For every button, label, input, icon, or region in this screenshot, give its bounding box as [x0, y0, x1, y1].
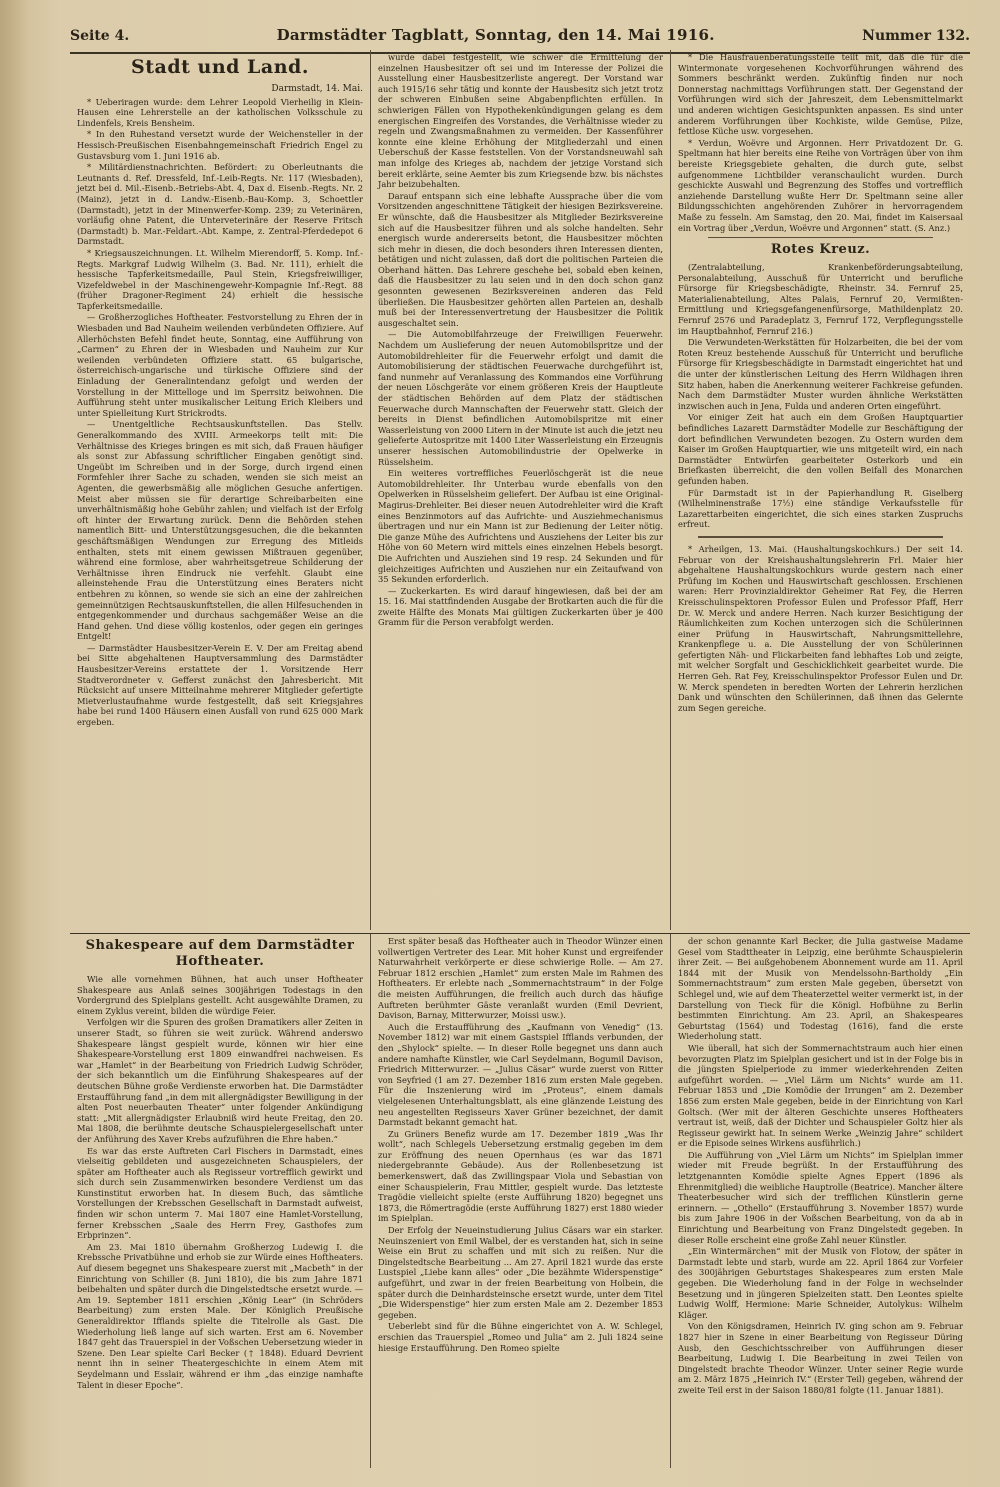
article-paragraph: Der Erfolg der Neueinstudierung Julius Cäsars war ein starker. Neuinszeniert von Emil Walbel, der es verstanden hat, sich in seine Weise ein Brut zu schaffen und mit sich zu reißen. Nur die Dingelstedtsche Bearbeitung ... Am 27. April 1821 wurde das erste Lustspiel „Liebe kann alles“ oder „Die bezähmte Widerspenstige“ aufgeführt, und zwar in der freien Bearbeitung von Holbein, die später durch die Deinhardsteinsche ersetzt wurde, unter dem Titel „Die Widerspenstige“ hier zum ersten Male am 2. Dezember 1853 gegeben.	[378, 1225, 663, 1320]
article-paragraph: Ueberlebt sind für die Bühne eingerichtet von A. W. Schlegel, erschien das Trauerspiel „Romeo und Julia“ am 2. Juli 1824 seine hiesige Erstaufführung. Den Romeo spielte	[378, 1321, 663, 1353]
article-paragraph: wurde dabei festgestellt, wie schwer die Ermittelung der einzelnen Hausbesitzer oft sei und im Interesse der Polizei die Ausstellung einer Hausbesitzerliste angeregt. Der Vorstand war auch 1915/16 sehr tätig und konnte der Hausbesitz sich jetzt trotz der schweren Einbußen seine Abgabenpflichten erfüllen. In schwierigen Fällen von Hypothekenkündigungen gelang es dem energischen Eingreifen des Vorstandes, die Verhältnisse wieder zu regeln und Zwangsmaßnahmen zu vermeiden. Der Kassenführer konnte eine kleine Erhöhung der Mitgliederzahl und einen Ueberschuß der Kasse feststellen. Von der Vorstandsneuwahl sah man infolge des Krieges ab, nachdem der jetzige Vorstand sich bereit erklärte, seine Aemter bis zum Kriegsende bzw. bis nächstes Jahr beizubehalten.	[378, 52, 663, 190]
column-right	[670, 50, 970, 930]
article-paragraph: * Die Hausfrauenberatungsstelle teilt mit, daß die für die Wintermonate vorgesehenen Kochvorführungen während des Sommers beschränkt werden. Zukünftig finden nur noch Donnerstag nachmittags Vorführungen statt. Der Gegenstand der Vorführungen wird sich der Jahreszeit, dem Lebensmittelmarkt und anderen wichtigen Gesichtspunkten anpassen. Es sind unter anderem Vorführungen über Kochkiste, wilde Gemüse, Pilze, fettlose Küche usw. vorgesehen.	[678, 52, 963, 137]
article-paragraph: * In den Ruhestand versetzt wurde der Weichensteller in der Hessisch-Preußischen Eisenbahngemeinschaft Friedrich Engel zu Gustavsburg vom 1. Juni 1916 ab.	[77, 129, 363, 161]
article-paragraph: Zu Grüners Benefiz wurde am 17. Dezember 1819 „Was Ihr wollt“, nach Schlegels Uebersetzung erstmalig gegeben im dem zur Eröffnung des neuen Opernhaus (es war das 1871 niedergebrannte Gebäude). Aus der Rollenbesetzung ist bemerkenswert, daß das Zwillingspaar Viola und Sebastian von einer Schauspielerin, Frau Mittler, gespielt wurde. Das letzteste Tragödie vielleicht spielte (erste Aufführung 1820) begegnet uns 1873, die Römertragödie (erste Aufführung 1827) erst 1880 wieder im Spielplan.	[378, 1128, 663, 1224]
divider	[708, 237, 933, 238]
article-paragraph: Darauf entspann sich eine lebhafte Aussprache über die vom Vorsitzenden angeschnittene Tätigkeit der hiesigen Bezirksvereine. Er wünschte, daß die Hausbesitzer als Mitglieder Bezirksvereine sich auf die Hausbesitzer führen und als solche handelten. Sehr energisch wurde andererseits betont, die Hausbesitzer möchten sich mehr in diesen, die doch besonders ihren Interessen dienten, betätigen und nicht zulassen, daß dort die politischen Parteien die Oberhand hätten. Das Lehrere geschehe bei, sobald eben keinen, daß die Hausbesitzer zu lau seien und in den doch schon ganz gesonnten gewesenen Bezirksvereinen anderen das Feld überließen. Die Hausbesitzer gehörten allen Parteien an, deshalb muß bei der Interessenvertretung der Hausbesitzer die Politik ausgeschaltet sein.	[378, 190, 663, 328]
column-middle	[370, 50, 670, 930]
column-shakespeare-1	[70, 934, 370, 1468]
article-paragraph: Für Darmstadt ist in der Papierhandlung R. Giselberg (Wilhelminenstraße 17½) eine ständige Verkaufsstelle für Lazarettarbeiten eingerichtet, die sich eines starken Zuspruchs erfreut.	[678, 487, 963, 530]
upper-section	[70, 50, 970, 930]
article-paragraph: Die Verwundeten-Werkstätten für Holzarbeiten, die bei der vom Roten Kreuz bestehende Ausschuß für Unterricht und berufliche Fürsorge für Kriegsbeschädigte in Darmstadt eingerichtet hat und die unter der künstlerischen Leitung des Herrn Wildhagen ihren Sitz haben, haben die Anerkennung weiterer Fachkreise gefunden. Nach dem Darmstädter Muster wurden ähnliche Werkstätten inzwischen auch in Jena, Fulda und anderen Orten eingeführt.	[678, 337, 963, 411]
lower-section-shakespeare	[70, 933, 970, 1468]
article-paragraph: Von den Königsdramen, Heinrich IV. ging schon am 9. Februar 1827 hier in Szene in einer Bearbeitung von Regisseur Düring Ausb, den Geschichtsschreiber von Aufführungen dieser Bearbeitung, Ludwig I. Die Bearbeitung in zwei Teilen von Dingelstedt brachte Theodor Wünzer. Unter seiner Regie wurde am 2. März 1875 „Heinrich IV.“ (Erster Teil) gegeben, während der zweite Teil erst in der Saison 1880/81 folgte (11. Januar 1881).	[678, 1321, 963, 1395]
article-paragraph: — Großherzogliches Hoftheater. Festvorstellung zu Ehren der in Wiesbaden und Bad Nauheim weilenden verbündeten Offiziere. Auf Allerhöchsten Befehl findet heute, Sonntag, eine Aufführung von „Carmen“ zu Ehren der in Wiesbaden und Nauheim zur Kur weilenden verbündeten Offiziere statt. 65 bulgarische, österreichisch-ungarische und türkische Offiziere sind der Einladung der Generalintendanz gefolgt und werden der Vorstellung in der Mittelloge und im Sperrsitz beiwohnen. Die Aufführung steht unter musikalischer Leitung Erich Kleibers und unter Spielleitung Kurt Strickrodts.	[77, 312, 363, 418]
article-paragraph: Ein weiteres vortreffliches Feuerlöschgerät ist die neue Automobildrehleiter. Ihr Unterbau wurde ebenfalls von den Opelwerken in Rüsselsheim geliefert. Der Aufbau ist eine Original-Magirus-Drehleiter. Bei dieser neuen Autodrehleiter wird die Kraft eines Benzinmotors auf das Aufrichte- und Ausziehmechanismus übertragen und nur ein Mann ist zur Bedienung der Leiter nötig. Die ganze Mühe des Aufrichtens und Ausziehens der Leiter bis zur Höhe von 60 Metern wird mittels eines einzelnen Hebels besorgt. Die Aufrichten und Ausziehen sind 19 resp. 24 Sekunden und für gleichzeitiges Aufrichten und Ausziehen nur ein Zeitaufwand von 35 Sekunden erforderlich.	[378, 468, 663, 585]
article-paragraph: — Unentgeltliche Rechtsauskunftstellen. Das Stellv. Generalkommando des XVIII. Armeekorps teilt mit: Die Verhältnisse des Krieges bringen es mit sich, daß Frauen häufiger als sonst zur Abfassung schriftlicher Eingaben genötigt sind. Ungeübt im Schreiben und in der Sorge, durch irgend einen Formfehler ihrer Sache zu schaden, wenden sie sich meist an Agenten, die gewerbsmäßig alle möglichen Gesuche anfertigen. Meist aber müssen sie für derartige Schreibarbeiten eine unverhältnismäßig hohe Gebühr zahlen; und vielfach ist der Erfolg oft hinter der Erwartung zurück. Denn die Behörden stehen namentlich Bitt- und Unterstützungsgesuchen, die die bekannten geschäftsmäßigen Wendungen zur Erregung des Mitleids enthalten, stets mit einem gewissen Mißtrauen gegenüber, während eine formlose, aber wahrheitsgetreue Schilderung der Verhältnisse ihren Eindruck nie verfehlt. Glaubt eine alleinstehende Frau die Unterstützung eines Beraters nicht entbehren zu können, so wende sie sich an eine der zahlreichen gemeinnützigen Rechtsauskunftstellen, die allen Hilfesuchenden in entgegenkommender und durchaus sachgemäßer Weise an die Hand gehen. Und diese völlig kostenlos, oder gegen ein geringes Entgelt!	[77, 419, 363, 642]
issue-number: Nummer 132.	[862, 28, 970, 44]
page-number: Seite 4.	[70, 28, 130, 44]
article-paragraph: — Darmstädter Hausbesitzer-Verein E. V. Der am Freitag abend bei Sitte abgehaltenen Hauptversammlung des Darmstädter Hausbesitzer-Vereins erstattete der 1. Vorsitzende Herr Stadtverordneter v. Gefferst zunächst den Jahresbericht. Mit Rücksicht auf unsere Mitteilnahme mehrerer Mitglieder gefertigte Mietverlustaufnahme wurde festgestellt, daß seit Kriegsjahres habe bei rund 1400 Häusern einen Ausfall von rund 625 000 Mark ergeben.	[77, 642, 363, 728]
article-paragraph: * Ueberiragen wurde: dem Lehrer Leopold Vierheilig in Klein-Hausen eine Lehrerstelle an der katholischen Volksschule zu Lindenfels, Kreis Bensheim.	[77, 96, 363, 128]
article-paragraph: Verfolgen wir die Spuren des großen Dramatikers aller Zeiten in unserer Stadt, so führen sie weit zurück. Während anderswo Shakespeare längst gespielt wurde, können wir hier eine Shakespeare-Vorstellung erst 1809 einwandfrei nachweisen. Es war „Hamlet“ in der Bearbeitung von Friedrich Ludwig Schröder, der sich bekanntlich um die Einführung Shakespeares auf der deutschen Bühne große Verdienste erworben hat. Die Darmstädter Erstaufführung fand „in dem mit allergnädigster Bewilligung in der alten Post neuerbauten Theater“ unter folgender Ankündigung statt: „Mit allergnädigster Erlaubniß wird heute Freitag, den 20. Mai 1808, die berühmte deutsche Schauspielergesellschaft unter der Anführung des Xaver Krebs aufzuführen die Ehre haben.“	[77, 1017, 363, 1144]
article-paragraph: Wie überall, hat sich der Sommernachtstraum auch hier einen bevorzugten Platz im Spielplan gesichert und ist in der Folge bis in die jüngsten Spielperiode zu immer wiederkehrenden Zeiten aufgeführt worden. — „Viel Lärm um Nichts“ wurde am 11. Februar 1853 und „Die Komödie der Irrungen“ am 2. Dezember 1856 zum ersten Male gegeben, beide in der Einrichtung von Karl Goltsch. (Wer mit der älteren Geschichte unseres Hoftheaters vertraut ist, weiß, daß der Dichter und Schauspieler Goltz hier als Regisseur gewirkt hat. In seinem Werke „Weinzig Jahre“ schildert er die Episode seines Wirkens ausführlich.)	[678, 1042, 963, 1149]
column-shakespeare-3	[670, 934, 970, 1468]
article-paragraph: „Ein Wintermärchen“ mit der Musik von Flotow, der später in Darmstadt lebte und starb, wurde am 22. April 1864 zur Vorfeier des 300jährigen Geburtstages Shakespeares zum ersten Male gegeben. Die Wiederholung fand in der Folge in wechselnder Besetzung und in jüngeren Spielzeiten statt. Den Leontes spielte Ludwig Wolff, Hermione: Marie Schneider, Autolykus: Wilhelm Kläger.	[678, 1246, 963, 1320]
article-paragraph: der schon genannte Karl Becker, die Julia gastweise Madame Gesel vom Stadttheater in Leipzig, eine berühmte Schauspielerin ihrer Zeit. — Bei außgehobenem Abonnement wurde am 11. April 1844 mit der Musik von Mendelssohn-Bartholdy „Ein Sommernachtstraum“ zum ersten Male gegeben, übersetzt von Schlegel und, wie auf dem Theaterzettel weiter vermerkt ist, in der Darstellung von Tieck für die Königl. Hofbühne zu Berlin bestimmten Einrichtung. Am 23. April, an Shakespeares Geburtstag (1564) und Todestag (1616), fand die erste Wiederholung statt.	[678, 936, 963, 1042]
article-paragraph: Die Aufführung von „Viel Lärm um Nichts“ im Spielplan immer wieder mit Freude begrüßt. In der Erstaufführung des letztgenannten Komödie spielte Agnes Eppert (1896 als Ehrenmitglied) die weibliche Hauptrolle (Beatrice). Mancher ältere Theaterbesucher wird sich der trefflichen Künstlerin gerne erinnern. — „Othello“ (Erstaufführung 3. November 1857) wurde bis zum Jahre 1906 in der Voßschen Bearbeitung, von da ab in Einrichtung und Bearbeitung von Franz Dingelstedt gegeben. In dieser Rolle erscheint eine große Zahl neuer Künstler.	[678, 1149, 963, 1245]
section-title-red-cross: Rotes Kreuz.	[770, 242, 871, 258]
section-title-city: Stadt und Land.	[131, 56, 309, 78]
article-paragraph: Am 23. Mai 1810 übernahm Großherzog Ludewig I. die Krebssche Privatbühne und erhob sie zur Würde eines Hoftheaters. Auf diesem begegnet uns Shakespeare zuerst mit „Macbeth“ in der Einrichtung von Schiller (8. Juni 1810), die bis zum Jahre 1871 beibehalten und später durch die Dingelstedtsche ersetzt wurde. — Am 19. September 1811 erschien „König Lear“ (in Schröders Bearbeitung) zum ersten Male. Der Königlich Preußische Generaldirektor Ifflands spielte die Titelrolle als Gast. Die Wiederholung ließ lange auf sich warten. Erst am 6. November 1847 geht das Trauerspiel in der Voßschen Uebersetzung wieder in Szene. Den Lear spielte Carl Becker († 1848). Eduard Devrient nennt ihn in seiner Theatergeschichte in einem Atem mit Seydelmann und Esslair, während er ihm „das einzige namhafte Talent in dieser Epoche“.	[77, 1241, 363, 1390]
article-paragraph: * Militärdienstnachrichten. Befördert: zu Oberleutnants die Leutnants d. Ref. Dressfeld, Inf.-Leib-Regts. Nr. 117 (Wiesbaden), jetzt bei d. Mil.-Eisenb.-Betriebs-Abt. 4, Dax d. Eisenb.-Regts. Nr. 2 (Mainz), jetzt in d. Landw.-Eisenb.-Bau-Komp. 3, Schoettler (Darmstadt), jetzt in der Minenwerfer-Komp. 239; zu Veterinären, vorläufig ohne Patent, die Unterveterinäre der Reserve Fritsch (Darmstadt) b. Mar.-Feldart.-Abt. Kampe, z. Zentral-Pferdedepot 6 Darmstadt.	[77, 162, 363, 247]
dateline: Darmstadt, 14. Mai.	[271, 84, 363, 94]
article-paragraph: (Zentralabteilung, Krankenbeförderungsabteilung, Personalabteilung, Ausschuß für Unterricht und berufliche Fürsorge für Kriegsbeschädigte, Rheinstr. 34. Fernruf 25, Materialienabteilung, Altes Palais, Fernruf 20, Vermißten-Ermittlung und Kriegsgefangenenfürsorge, Mathildenplatz 20. Fernruf 2576 und Paradeplatz 3, Fernruf 172, Verpflegungsstelle im Hauptbahnhof, Fernruf 216.)	[678, 262, 963, 336]
article-paragraph: Auch die Erstaufführung des „Kaufmann von Venedig“ (13. November 1812) war mit einem Gastspiel Ifflands verbunden, der den „Shylock“ spielte. — In dieser Rolle begegnet uns dann auch andere namhafte Künstler, wie Carl Seydelmann, Bogumil Davison, Friedrich Mitterwurzer. — „Julius Cäsar“ wurde zuerst von Ritter von Seyfried (1 am 27. Dezember 1816 zum ersten Male gegeben. Für die Inszenierung wird im „Proteus“, einem damals vielgelesenen Unterhaltungsblatt, als eine glänzende Leistung des neu angestellten Regisseurs Xaver Grüner bezeichnet, der damit Darmstadt bekannt gemacht hat.	[378, 1021, 663, 1128]
article-paragraph: Es war das erste Auftreten Carl Fischers in Darmstadt, eines vielseitig gebildeten und ausgezeichneten Schauspielers, der später am Hoftheater auch als Regisseur vortrefflich gewirkt und sich durch sein Zusammenwirken besondere Verdienst um das Kunstinstitut erworben hat. In diesem Buch, das sämtliche Vorstellungen der Krebsschen Gesellschaft in Darmstadt aufweist, finden wir schon unterm 7. Mai 1807 eine Hamlet-Vorstellung, ferner Krebsschen „Saale des Herrn Frey, Gasthofes zum Erbprinzen“.	[77, 1145, 363, 1241]
column-city-news	[70, 50, 370, 930]
divider	[698, 536, 943, 538]
column-shakespeare-2	[370, 934, 670, 1468]
article-paragraph: Wie alle vornehmen Bühnen, hat auch unser Hoftheater Shakespeare aus Anlaß seines 300jährigen Todestags in den Vordergrund des Spielplans gestellt. Acht ausgewählte Dramen, zu einem Zyklus vereint, bilden die würdige Feier.	[77, 974, 363, 1016]
article-paragraph: * Arheilgen, 13. Mai. (Haushaltungskochkurs.) Der seit 14. Februar von der Kreishaushaltungslehrerin Frl. Maier hier abgehaltene Haushaltungskochkurs wurde gestern nach einer Prüfung im Kochen und Hauswirtschaft geschlossen. Erschienen waren: Herr Provinzialdirektor Geheimer Rat Fey, die Herren Kreisschulinspektoren Professor Eulen und Professor Pfaff, Herr Dr. W. Merck und andere Herren. Nach kurzer Besichtigung der Räumlichkeiten zum Kochen unterzogen sich die Schülerinnen einer Prüfung in Hauswirtschaft, Nahrungsmittellehre, Krankenpflege u. a. Die Ausstellung der von Schülerinnen gefertigten Näh- und Flickarbeiten fand lebhaftes Lob und zeigte, mit welcher Sorgfalt und Geschicklichkeit gearbeitet wurde. Die Herren Geh. Rat Fey, Kreisschulinspektor Professor Eulen und Dr. W. Merck spendeten in beredten Worten der Lehrerin herzlichen Dank und wünschten den Schülerinnen, daß ihnen das Gelernte zum Segen gereiche.	[678, 543, 963, 713]
article-paragraph: * Kriegsauszeichnungen. Lt. Wilhelm Mierendorff, 5. Komp. Inf.-Regts. Markgraf Ludwig Wilhelm (3. Bad. Nr. 111), erhielt die hessische Tapferkeitsmedaille, Paul Stein, Kriegsfreiwilliger, Vizefeldwebel in der Maschinengewehr-Kompagnie Inf.-Regt. 88 (früher Dragoner-Regiment 24) erhielt die hessische Tapferkeitsmedaille.	[77, 247, 363, 311]
article-paragraph: * Verdun, Woëvre und Argonnen. Herr Privatdozent Dr. G. Speltmann hat hier bereits eine Reihe von Vorträgen über von ihm bereiste Kriegsgebiete gehalten, die durch gute, selbst aufgenommene Lichtbilder veranschaulicht wurden. Durch geschickte Auswahl und Begrenzung des Stoffes und vortrefflich anziehende Darstellung wußte Herr Dr. Speltmann seine aller Bildungsschichten angehörenden Zuhörer in hervorragendem Maße zu fesseln. Am Samstag, den 20. Mai, findet im Kaisersaal ein Vortrag über „Verdun, Woëvre und Argonnen“ statt. (S. Anz.)	[678, 137, 963, 233]
section-title-shakespeare: Shakespeare auf dem Darmstädter Hoftheater.	[85, 938, 355, 969]
article-paragraph: — Die Automobilfahrzeuge der Freiwilligen Feuerwehr. Nachdem um Auslieferung der neuen Automobilspritze und der Automobildrehleiter für die Feuerwehr erfolgt und damit die Automobilisierung der städtischen Feuerwache durchgeführt ist, fand nunmehr auf Veranlassung des Kommandos eine Vorführung der neuen Löschgeräte vor einem größeren Kreis der Hauptleute der städtischen Behörden auf dem Platz der städtischen Feuerwache durch Mannschaften der Feuerwehr statt. Gleich der bereits in Dienst befindlichen Automobilspritze mit einer Wasserleistung von 2000 Litern in der Minute ist auch die jetzt neu gelieferte Autospritze mit 1400 Liter Wasserleistung ein Erzeugnis unserer hessischen Automobilindustrie der Opelwerke in Rüsselsheim.	[378, 329, 663, 467]
article-paragraph: Vor einiger Zeit hat auch ein dem Großen Hauptquartier befindliches Lazarett Darmstädter Modelle zur Beschäftigung der dort befindlichen Verwundeten bezogen. Zu Ostern wurden dem Kaiser im Großen Hauptquartier, wie uns mitgeteilt wird, ein nach Darmstädter Entwürfen gearbeiteter Osterkorb und ein Briefkasten überreicht, die den vollen Beifall des Monarchen gefunden haben.	[678, 412, 963, 486]
newspaper-title: Darmstädter Tagblatt, Sonntag, den 14. Mai 1916.	[276, 26, 715, 44]
article-paragraph: Erst später besaß das Hoftheater auch in Theodor Wünzer einen vollwertigen Vertreter des Lear. Mit hoher Kunst und ergreifender Naturwahrheit verkörperte er diese schwierige Rolle. — Am 27. Februar 1812 erschien „Hamlet“ zum ersten Male im Rahmen des Hoftheaters. Er erlebte nach „Sommernachtstraum“ in der Folge die meisten Aufführungen, die freilich auch durch das häufige Auftreten berühmter Gäste veranlaßt wurden (Emil Devrient, Davison, Barnay, Mitterwurzer, Moissi usw.).	[378, 936, 663, 1021]
page-gutter-shadow	[0, 0, 30, 1487]
article-paragraph: — Zuckerkarten. Es wird darauf hingewiesen, daß bei der am 15. 16. Mai stattfindenden Ausgabe der Brotkarten auch die für die zweite Hälfte des Monats Mai gültigen Zuckerkarten über je 400 Gramm für die Person verabfolgt werden.	[378, 585, 663, 628]
